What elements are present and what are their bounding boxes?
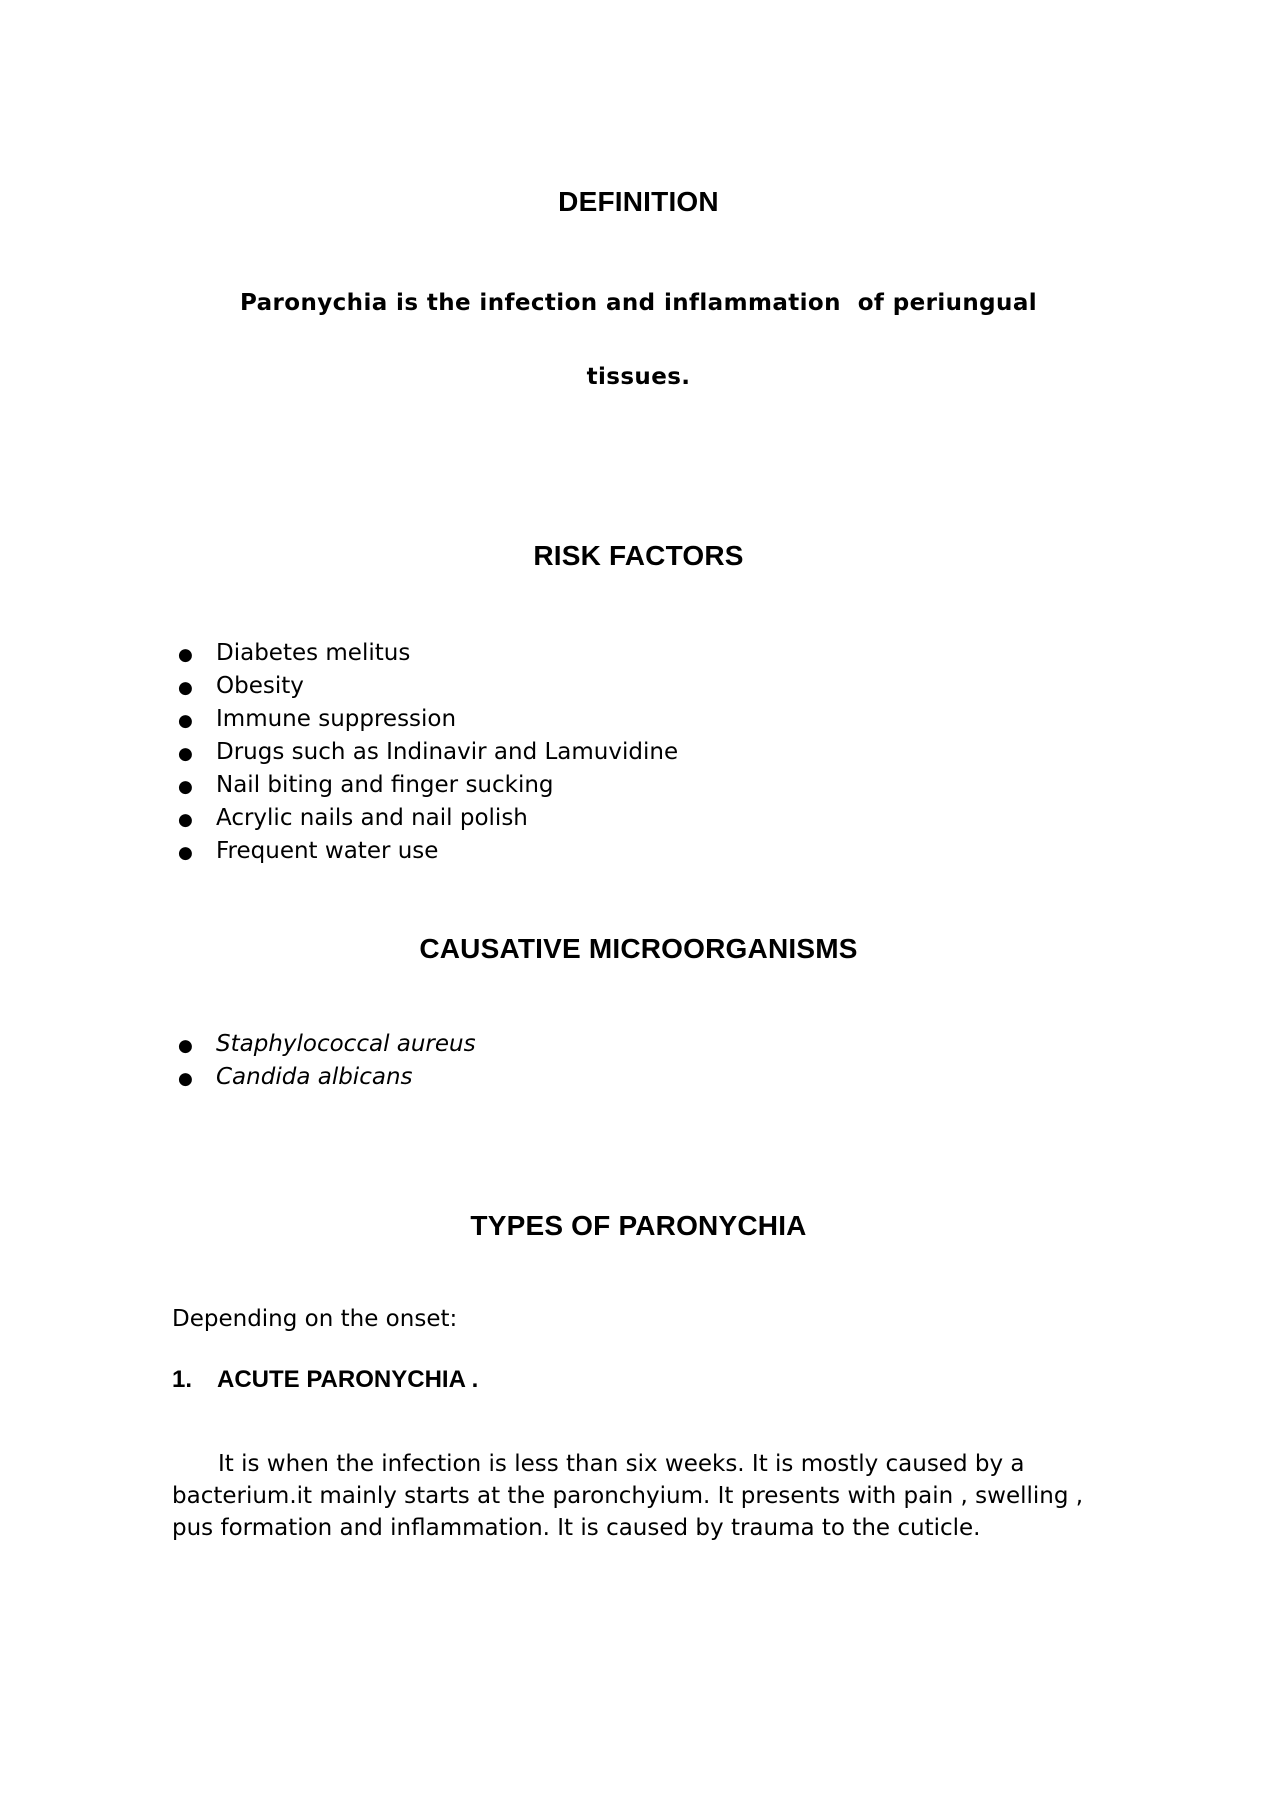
- list-item: [178, 638, 1105, 671]
- list-item-text: Acrylic nails and nail polish: [216, 805, 528, 831]
- numbered-heading-acute-paronychia: [172, 1366, 1105, 1394]
- list-item-text: Nail biting and finger sucking: [216, 772, 554, 798]
- list-number: 1.: [172, 1366, 193, 1393]
- list-item-text: Immune suppression: [216, 706, 457, 732]
- definition-text-line-1: Paronychia is the infection and inflammation of periungual: [239, 290, 1038, 316]
- list-item-text: Frequent water use: [216, 838, 439, 864]
- bullet-icon: ●: [178, 678, 193, 698]
- list-item-text: Diabetes melitus: [216, 640, 411, 666]
- list-item: [178, 803, 1105, 836]
- types-of-paronychia-heading: TYPES OF PARONYCHIA: [470, 1210, 807, 1241]
- bullet-icon: ●: [178, 1036, 193, 1056]
- list-item: [178, 1029, 1105, 1062]
- bullet-icon: ●: [178, 843, 193, 863]
- list-item-text: Staphylococcal aureus: [216, 1031, 476, 1057]
- list-item-text: Candida albicans: [216, 1064, 413, 1090]
- list-item: [178, 737, 1105, 770]
- numbered-heading-text: ACUTE PARONYCHIA .: [217, 1366, 479, 1393]
- list-item: [178, 704, 1105, 737]
- list-item-text: Drugs such as Indinavir and Lamuvidine: [216, 739, 679, 765]
- bullet-icon: ●: [178, 645, 193, 665]
- list-item: [178, 1062, 1105, 1095]
- bullet-icon: ●: [178, 744, 193, 764]
- acute-paronychia-paragraph: It is when the infection is less than six weeks. It is mostly caused by a bacterium.it mainly starts at the paronchyium. It presents with pain , swelling , pus formation and inflammation. It is caused by trauma to the cuticle.: [172, 1451, 1084, 1541]
- types-intro-text: Depending on the onset:: [172, 1306, 458, 1332]
- list-item: [178, 671, 1105, 704]
- risk-factors-heading: RISK FACTORS: [533, 540, 744, 571]
- risk-factors-list: [172, 638, 1105, 869]
- causative-microorganisms-heading: CAUSATIVE MICROORGANISMS: [419, 933, 858, 964]
- bullet-icon: ●: [178, 1069, 193, 1089]
- definition-heading: DEFINITION: [558, 186, 719, 217]
- list-item: [178, 770, 1105, 803]
- causative-microorganisms-list: [172, 1029, 1105, 1095]
- list-item: [178, 836, 1105, 869]
- bullet-icon: ●: [178, 777, 193, 797]
- list-item-text: Obesity: [216, 673, 304, 699]
- definition-text-line-2: tissues.: [586, 364, 691, 390]
- bullet-icon: ●: [178, 810, 193, 830]
- bullet-icon: ●: [178, 711, 193, 731]
